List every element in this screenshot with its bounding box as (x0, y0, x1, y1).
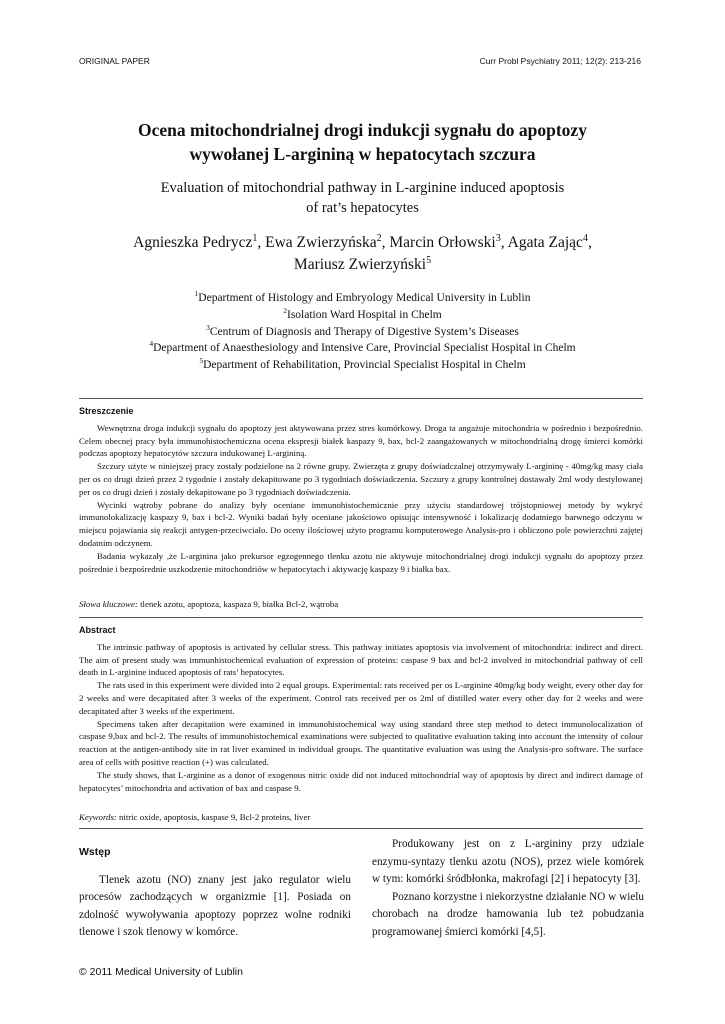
streszczenie-paragraph: Wycinki wątroby pobrane do analizy były oceniane immunohistochemicznie przy użyciu standardowej trójstopniowej metody by wykryć immunolokalizację kaspazy 9, bax i bcl-2. Wyniki badań były oceniane jakościowo opisując intensywność i lokalizację dodatniego barwnego odczynu w miejscu pojawiania się reakcji antygen-przeciwciało. Do oceny ilościowej użyto programu komputerowego Analysis-pro i obliczono pole powierzchni zajętej dodatnim odczynem. (79, 499, 643, 548)
abstract-paragraph: Specimens taken after decapitation were examined in immunohistochemical way using standard three step method to detect immunolocalization of caspase 9,bax and bcl-2. The results of immunohistochemical examinations were subjected to qualitative evaluation taking into account the intensity of colour reaction at the antigen-antibody site in rat liver examined in individual groups. The quantitative evaluation was using the Analysis-pro software. The surface area of cells with positive reaction (+) was calculated. (79, 718, 643, 767)
streszczenie-paragraph: Badania wykazały ,że L-arginina jako prekursor egzogennego tlenku azotu nie aktywuje mitochondrialnej drogi indukcji sygnału do apoptozy przez pośrednie i bezpośrednie uszkodzenie mitochondriów w hepatocytach i aktywację kaspazy 9 i białka bax. (79, 550, 643, 574)
keywords-english-label: Keywords: (79, 812, 117, 822)
affiliation-text: Department of Histology and Embryology Medical University in Lublin (198, 292, 531, 304)
author-name: Ewa Zwierzyńska (265, 234, 377, 251)
affiliation-item (0, 290, 725, 307)
affiliation-item (0, 357, 725, 374)
streszczenie-paragraph: Szczury użyte w niniejszej pracy zostały podzielone na 2 równe grupy. Zwierzęta z grupy doświadczalnej otrzymywały L-argininę - 40mg/kg masy ciała per os co drugi dzień przez 2 tygodnie i zostały dekapitowane po 3 tygodniach doświadczenia. Szczury z grupy kontrolnej dostawały 2ml wody destylowanej per os co drugi dzień i zostały dekapitowane po 3 tygodniach doświadczenia. (79, 461, 643, 497)
affiliation-text: Department of Rehabilitation, Provincial Specialist Hospital in Chelm (203, 359, 526, 372)
author-affiliation-mark: 1 (252, 232, 258, 244)
author-line-2 (0, 254, 725, 276)
affiliation-mark: 2 (283, 305, 287, 315)
title-english-line-2: of rat’s hepatocytes (306, 200, 419, 216)
title-english (0, 178, 725, 218)
affiliation-text: Department of Anaesthesiology and Intensive Care, Provincial Specialist Hospital in Chelm (153, 342, 576, 355)
abstract-paragraph: The study shows, that L-arginine as a donor of exogenous nitric oxide did not induced mitochondrial way of apoptosis by direct and indirect damage of hepatocytes’ mitochondria and activation of bax and caspase 9. (79, 769, 643, 793)
keywords-english-text: nitric oxide, apoptosis, kaspase 9, Bcl-2 proteins, liver (119, 812, 311, 822)
divider (79, 617, 643, 618)
abstract-heading: Abstract (79, 625, 116, 635)
author-separator: , (587, 234, 592, 251)
body-paragraph: Produkowany jest on z L-argininy przy udziale enzymu-syntazy tlenku azotu (NOS), przez wiele komórek w tym: komórki śródbłonka, makrofagi [2] i hepatocyty [3]. (372, 838, 644, 885)
author-line-1 (0, 232, 725, 254)
affiliation-mark: 4 (149, 339, 154, 349)
author-affiliation-mark: 2 (376, 232, 382, 244)
keywords-polish-label: Słowa kluczowe: (79, 599, 138, 609)
author-name: Agnieszka Pedrycz (133, 234, 253, 251)
author-name: Mariusz Zwierzyński (293, 256, 427, 273)
title-polish-line-1: Ocena mitochondrialnej drogi indukcji sygnału do apoptozy (138, 120, 587, 140)
title-polish-line-2: wywołanej L-argininą w hepatocytach szczura (189, 144, 536, 164)
streszczenie-paragraph: Wewnętrzna droga indukcji sygnału do apoptozy jest aktywowana przez stres komórkowy. Droga ta angażuje mitochondria w pośrednio i bezpośrednio. Celem obecnej pracy była immunohistochemiczna ocena ekspresji białek kaspazy 9, bax, bcl-2 zaangażowanych w mitochondrialną drogę śmierci komórki podczas apoptozy hepatocytów szczura indukowanej L-argininą. (79, 422, 643, 459)
keywords-english (79, 811, 643, 823)
journal-citation: Curr Probl Psychiatry 2011; 12(2): 213-216 (479, 56, 641, 66)
abstract-paragraph: The intrinsic pathway of apoptosis is activated by cellular stress. This pathway initiates apoptosis via involvement of mitochondria: indirect and direct. The aim of present study was immunhistochemical evaluation of expression of proteins: caspase 9 bax and bcl-2 involved in mitochondrial pathway of cell death in L-arginine induced apoptosis of rats’ hepatocytes. (79, 641, 643, 678)
author-affiliation-mark: 5 (426, 254, 432, 266)
affiliation-text: Isolation Ward Hospital in Chelm (287, 308, 442, 321)
affiliation-item (0, 307, 725, 324)
divider (79, 398, 643, 399)
section-heading: Wstęp (79, 846, 111, 858)
author-separator: , (381, 234, 390, 251)
affiliation-mark: 5 (199, 356, 204, 366)
keywords-polish (79, 598, 643, 610)
abstract-paragraph: The rats used in this experiment were divided into 2 equal groups. Experimental: rats received per os L-arginine 40mg/kg body weight, every other day for 2 weeks and were decapitated after 3 weeks of the experiment. Control rats received per os 2ml of distilled water every other day for 2 weeks and were decapitated after 3 weeks of the experiment. (79, 680, 643, 716)
author-separator: , (500, 234, 508, 251)
affiliation-item (0, 324, 725, 341)
author-list (0, 232, 725, 276)
title-english-line-1: Evaluation of mitochondrial pathway in L-arginine induced apoptosis (160, 180, 565, 196)
abstract-section (79, 624, 643, 794)
body-paragraph: Poznano korzystne i niekorzystne działanie NO w wielu chorobach na drodze hamowania lub też pobudzania programowanej śmierci komórki [4,5]. (372, 890, 644, 938)
keywords-polish-text: tlenek azotu, apoptoza, kaspaza 9, białka Bcl-2, wątroba (140, 599, 339, 609)
author-name: Marcin Orłowski (389, 234, 496, 251)
author-affiliation-mark: 4 (582, 232, 588, 244)
affiliation-mark: 1 (194, 289, 199, 299)
body-left-column (79, 834, 351, 942)
streszczenie-section (79, 405, 643, 575)
affiliation-text: Centrum of Diagnosis and Therapy of Digestive System’s Diseases (209, 325, 519, 338)
body-paragraph: Tlenek azotu (NO) znany jest jako regulator wielu procesów zachodzących w organizmie [1]. Posiada on zdolność wywoływania apoptozy poprzez wolne rodniki tlenowe i szok tlenowy w komórce. (79, 873, 351, 938)
body-right-column (372, 836, 644, 941)
author-name: Agata Zając (507, 234, 583, 251)
streszczenie-heading: Streszczenie (79, 406, 134, 416)
copyright-footer: © 2011 Medical University of Lublin (79, 966, 243, 978)
affiliation-mark: 3 (206, 322, 210, 332)
author-affiliation-mark: 3 (495, 232, 501, 244)
affiliation-item (0, 340, 725, 357)
affiliation-list (0, 290, 725, 374)
journal-section-label: ORIGINAL PAPER (79, 56, 150, 66)
title-polish (0, 118, 725, 166)
divider (79, 828, 643, 829)
author-separator: , (257, 234, 266, 251)
